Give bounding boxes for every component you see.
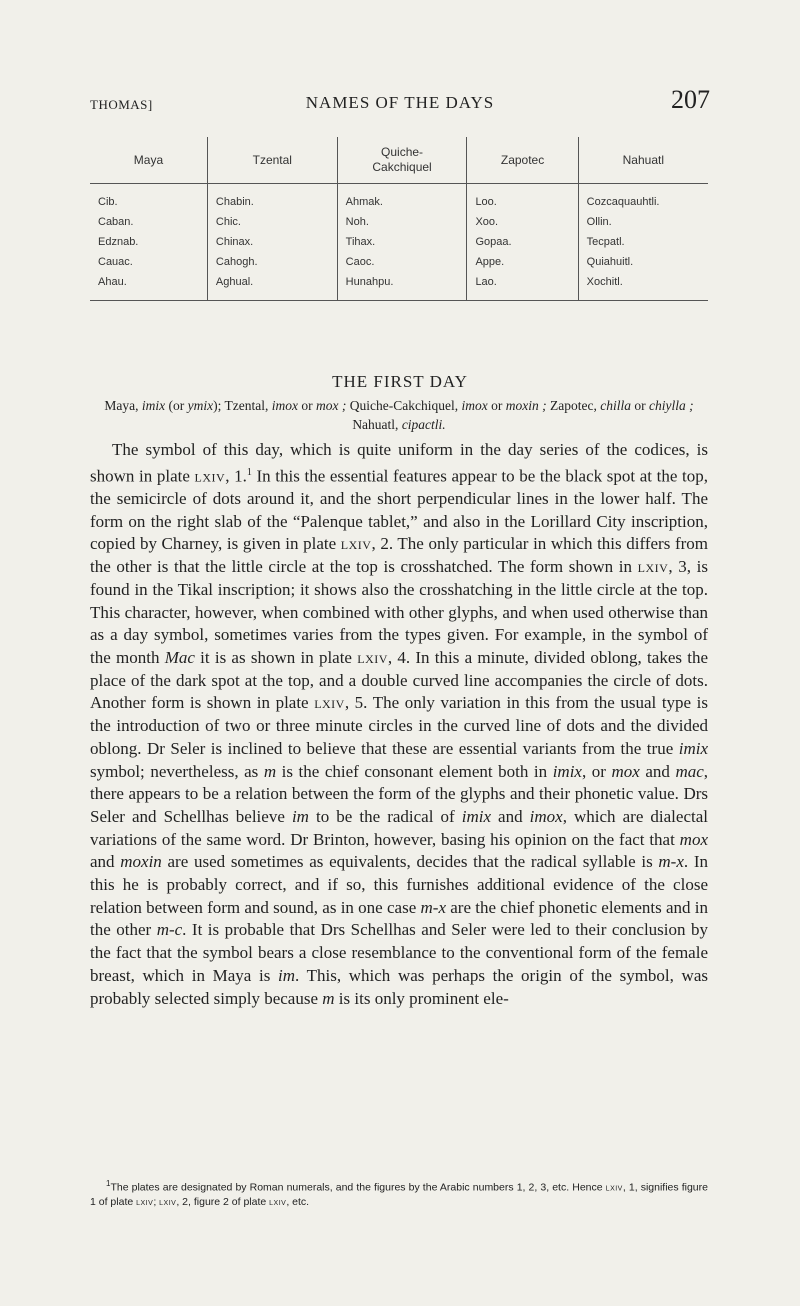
- table-cell: Caoc.: [337, 252, 467, 272]
- text-run: In this the essential features appear to be the black spot at the top, the semicircle of dots around it, and the short perpendicular lines in the lower half. The form on the right slab of the “Palenque tablet,” and also in the Lorillard City inscription, copied by Charney, is given in plate: [90, 466, 709, 554]
- italic-term: imix: [461, 806, 491, 826]
- italic-term: m: [263, 761, 277, 781]
- table-cell: Gopaa.: [467, 232, 578, 252]
- text-run: are used sometimes as equivalents, decides that the radical syllable is: [161, 852, 659, 872]
- italic-term: moxin: [120, 852, 162, 872]
- column-header-maya: Maya: [90, 137, 207, 184]
- text-run: it is as shown in plate: [194, 647, 358, 667]
- text-run: Maya,: [104, 398, 142, 413]
- column-header-quiche-cakchiquel: Quiche- Cakchiquel: [337, 137, 467, 184]
- italic-term: imix: [552, 761, 582, 781]
- text-run: , 1.: [225, 466, 247, 486]
- text-run: are the chief phonetic elements and in the other: [90, 897, 708, 940]
- text-run: is its only prominent ele-: [334, 988, 509, 1008]
- text-run: . It is probable that Drs Schellhas and Seler were led to their conclusion by the fact that the symbol bears a close resemblance to the conventional form of the female breast, which in Maya is: [90, 920, 708, 985]
- text-run: symbol; nevertheless, as: [90, 761, 264, 781]
- table-cell: Ahau.: [98, 276, 127, 288]
- italic-term: mox: [611, 761, 640, 781]
- table-header-row: [90, 137, 708, 184]
- italic-term: imox: [461, 398, 488, 413]
- italic-term: imox: [271, 398, 299, 413]
- text-run: and: [639, 761, 676, 781]
- text-run: or: [630, 398, 649, 413]
- footnote-indent: [90, 1182, 106, 1194]
- table-cell: Noh.: [337, 212, 467, 232]
- table-cell: Appe.: [467, 252, 578, 272]
- text-run: and: [491, 806, 530, 826]
- italic-term: chilla: [600, 398, 631, 413]
- text-run: , 2. The only particular in which this differs from the other is that the little circle at the top is crosshatched. The form shown in: [90, 534, 708, 577]
- italic-term: m-x: [658, 852, 684, 872]
- italic-term: m-x: [420, 897, 446, 917]
- italic-term: ymix: [187, 398, 214, 413]
- page-number: 207: [671, 85, 710, 114]
- table-cell: Caban.: [98, 216, 134, 228]
- column-header-zapotec: Zapotec: [467, 137, 578, 184]
- column-header-nahuatl: Nahuatl: [578, 137, 708, 184]
- text-run: Nahuatl,: [352, 417, 402, 432]
- italic-term: cipactli.: [401, 417, 446, 432]
- table-cell: Cozcaquauhtli.: [578, 184, 708, 213]
- day-name-synonyms: [90, 396, 708, 434]
- author-running-head: THOMAS]: [90, 97, 153, 112]
- italic-term: imox: [529, 806, 563, 826]
- italic-term: im: [291, 806, 309, 826]
- plate-numeral: lxiv: [136, 1195, 154, 1208]
- footnote: [90, 1177, 708, 1209]
- text-run: , 2, figure 2 of plate: [176, 1195, 270, 1208]
- text-run: (or: [165, 398, 188, 413]
- plate-numeral: lxiv: [269, 1195, 287, 1208]
- plate-numeral: lxiv: [194, 466, 226, 486]
- italic-term: mox: [679, 829, 708, 849]
- table-cell: Lao.: [467, 272, 578, 301]
- section-title: THE FIRST DAY: [332, 372, 468, 391]
- table-cell: Quiahuitl.: [578, 252, 708, 272]
- text-run: . This, which was perhaps the origin of the symbol, was probably selected simply because: [90, 965, 708, 1008]
- italic-term: moxin ;: [505, 398, 547, 413]
- text-run: or: [298, 398, 317, 413]
- text-run: The plates are designated by Roman numerals, and the figures by the Arabic numbers 1, 2, 3, etc. Hence: [110, 1181, 606, 1194]
- italic-term: m-c: [156, 920, 183, 940]
- text-run: to be the radical of: [308, 806, 462, 826]
- plate-numeral: lxiv: [314, 693, 345, 713]
- text-run: , 3, is found in the Tikal inscription; it shows also the crosshatching in the little circle at the top. This character, however, when combined with other glyphs, and when used otherwise than as a day symbol, sometimes varies from the types given. For example, in the symbol of the month: [90, 557, 708, 667]
- table-cell: Cahogh.: [207, 252, 337, 272]
- italic-term: imix: [141, 398, 166, 413]
- table-cell: Edznab.: [98, 236, 139, 248]
- text-run: , there appears to be a relation between the form of the glyphs and their phonetic value. Drs Seler and Schellhas believe: [90, 761, 709, 826]
- text-run: or: [487, 398, 506, 413]
- table-cell: Ahmak.: [337, 184, 467, 213]
- italic-term: im: [278, 965, 295, 985]
- column-header-tzental: Tzental: [207, 137, 337, 184]
- italic-term: m: [322, 988, 335, 1008]
- text-run: , 5. The only variation in this from the usual type is the introduction of two or three minute circles in the curved line of dots and the divided oblong. Dr Seler is inclined to believe that these are essential variants from the true: [90, 693, 709, 758]
- table-cell: Loo.: [467, 184, 578, 213]
- text-run: ); Tzental,: [213, 398, 272, 413]
- plate-numeral: lxiv: [159, 1195, 177, 1208]
- text-run: Quiche-Cakchiquel,: [346, 398, 462, 413]
- text-run: , etc.: [286, 1195, 310, 1208]
- table-cell: Aghual.: [207, 272, 337, 301]
- text-run: , 1, signifies figure 1 of plate: [90, 1181, 708, 1208]
- table-cell: Tihax.: [337, 232, 467, 252]
- day-names-table: [90, 137, 708, 301]
- plate-numeral: lxiv: [605, 1181, 623, 1194]
- footnote-reference: 1: [246, 466, 252, 478]
- text-run: ;: [153, 1195, 160, 1208]
- plate-numeral: lxiv: [637, 557, 669, 577]
- table-cell: Chabin.: [207, 184, 337, 213]
- table-cell: Hunahpu.: [337, 272, 467, 301]
- running-head: [90, 85, 710, 128]
- table-cell: Chinax.: [207, 232, 337, 252]
- table-cell: Ollin.: [578, 212, 708, 232]
- table-cell: Cauac.: [98, 256, 133, 268]
- table-row: [90, 184, 708, 213]
- table-row: [90, 232, 708, 252]
- plate-numeral: lxiv: [340, 534, 372, 554]
- table-cell: Cib.: [98, 196, 118, 208]
- text-run: and: [90, 852, 121, 872]
- table-cell: Xochitl.: [578, 272, 708, 301]
- text-run: . In this he is probably correct, and if so, this furnishes additional evidence of the close relation between form and sound, as in one case: [90, 852, 708, 917]
- table-cell: Xoo.: [467, 212, 578, 232]
- table-cell: Chic.: [207, 212, 337, 232]
- text-run: Zapotec,: [546, 398, 601, 413]
- table-cell: Tecpatl.: [578, 232, 708, 252]
- plate-numeral: lxiv: [357, 647, 388, 667]
- text-run: , which are dialectal variations of the same word. Dr Brinton, however, basing his opinion on the fact that: [90, 806, 708, 849]
- italic-term: imix: [678, 738, 708, 758]
- text-run: , or: [581, 761, 612, 781]
- italic-term: Mac: [164, 647, 195, 667]
- text-run: , 4. In this a minute, divided oblong, takes the place of the dark spot at the top, and a double curved line accompanies the circle of dots. Another form is shown in plate: [90, 647, 708, 713]
- italic-term: mox ;: [316, 398, 347, 413]
- text-run: is the chief consonant element both in: [276, 761, 553, 781]
- table-row: [90, 252, 708, 272]
- italic-term: chiylla ;: [648, 398, 694, 413]
- chapter-running-head: NAMES OF THE DAYS: [305, 93, 495, 112]
- footnote-mark: 1: [106, 1179, 111, 1188]
- table-row: [90, 212, 708, 232]
- text-run: The symbol of this day, which is quite uniform in the day series of the codices, is shown in plate: [90, 440, 708, 486]
- italic-term: mac: [675, 761, 704, 781]
- body-paragraph: [90, 439, 708, 1010]
- table-row: [90, 272, 708, 301]
